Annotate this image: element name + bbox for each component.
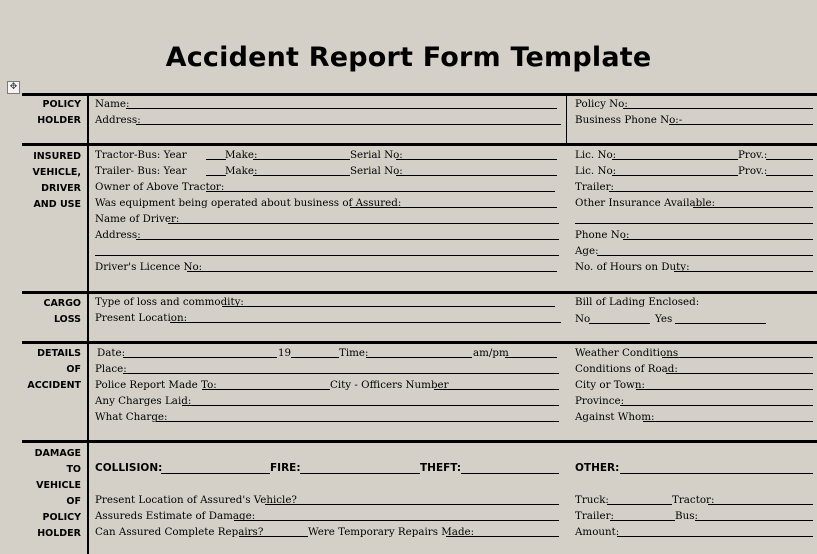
owner-field[interactable] [206,191,555,192]
charges-laid-field[interactable] [182,405,559,406]
label-line: DAMAGE [34,448,81,459]
section-divider [22,341,817,344]
other-insurance-field-2[interactable] [575,223,813,224]
owner-label: Owner of Above Tractor: [95,181,225,193]
what-charge-field[interactable] [156,421,559,422]
section-divider [22,93,817,96]
bus-label: Bus: [675,510,698,522]
vehicle-location-field[interactable] [265,504,559,505]
other-insurance-field[interactable] [693,207,813,208]
section-divider [22,291,817,294]
label-line: DETAILS [37,348,81,359]
yes-label: Yes [655,313,673,325]
label-line: VEHICLE, [32,167,81,178]
am-pm-field[interactable] [505,357,557,358]
no-label: No [575,313,591,325]
phone-no-label: Phone No: [575,229,630,241]
business-phone-field[interactable] [669,124,813,125]
tractor-serial-label: Serial No: [350,149,403,161]
amount-field[interactable] [617,536,813,537]
address-field[interactable] [136,124,561,125]
complete-repairs-label: Can Assured Complete Repairs? [95,526,264,538]
damage-trailer-label: Trailer: [575,510,615,522]
age-label: Age: [575,245,599,257]
driver-address-label: Address: [95,229,141,241]
lic-no-field[interactable] [612,159,738,160]
name-label: Name: [95,98,130,110]
fire-label: FIRE: [270,462,301,474]
licence-field[interactable] [187,271,557,272]
year-field[interactable] [291,357,339,358]
trailer-serial-field[interactable] [396,175,557,176]
label-line: CARGO [43,298,81,309]
theft-label: THEFT: [420,462,462,474]
road-field[interactable] [666,373,813,374]
equipment-field[interactable] [350,207,557,208]
trailer-field[interactable] [609,191,813,192]
fire-field[interactable] [300,473,420,474]
city-officers-field[interactable] [434,389,559,390]
bus-field[interactable] [695,520,813,521]
lic-no-field[interactable] [612,175,738,176]
theft-field[interactable] [461,473,559,474]
city-officers-label: City - Officers Number [330,379,449,391]
label-line: POLICY [42,99,81,110]
licence-label: Driver's Licence No: [95,261,203,273]
date-label: Date: [97,347,126,359]
label-line: HOLDER [37,115,81,126]
road-label: Conditions of Road: [575,363,678,375]
name-field[interactable] [126,108,557,109]
address-label: Address: [95,114,141,126]
tractor-serial-field[interactable] [396,159,557,160]
driver-name-field[interactable] [168,223,559,224]
hours-on-duty-label: No. of Hours on Duty: [575,261,690,273]
label-line: HOLDER [37,528,81,539]
amount-label: Amount: [575,526,620,538]
other-field[interactable] [620,473,813,474]
driver-name-label: Name of Driver: [95,213,180,225]
time-field[interactable] [366,357,472,358]
prov-label: Prov.: [738,165,768,177]
label-line: OF [66,496,81,507]
other-label: OTHER: [575,462,620,474]
label-line: LOSS [53,314,81,325]
place-label: Place: [95,363,127,375]
truck-label: Truck: [575,494,609,506]
trailer-serial-label: Serial No: [350,165,403,177]
section-label-details [22,346,81,394]
policy-no-field[interactable] [623,108,813,109]
label-line: AND USE [33,199,81,210]
section-label-policy-holder [22,97,81,129]
trailer-label: Trailer: [575,181,615,193]
prov-label: Prov.: [738,149,768,161]
complete-repairs-field[interactable] [239,536,308,537]
label-line: POLICY [42,512,81,523]
tractor-make-label: Make: [225,149,258,161]
truck-field[interactable] [607,504,672,505]
section-label-damage [22,446,81,542]
page-title: Accident Report Form Template [165,42,652,73]
trailer-make-field[interactable] [253,175,350,176]
lic-no-label: Lic. No: [575,165,617,177]
what-charge-label: What Charge: [95,411,168,423]
label-line: INSURED [33,151,81,162]
table-move-handle-icon[interactable]: ✥ [7,81,20,94]
place-field[interactable] [123,373,559,374]
no-field[interactable] [589,323,650,324]
lic-no-label: Lic. No: [575,149,617,161]
label-column-border [87,93,89,554]
bill-of-lading-label: Bill of Lading Enclosed: [575,296,700,308]
type-of-loss-field[interactable] [222,306,555,307]
police-report-field[interactable] [202,389,330,390]
section-label-cargo-loss [22,296,81,328]
equipment-label: Was equipment being operated about business of Assured: [95,197,402,209]
weather-field[interactable] [662,357,813,358]
trailer-bus-year-label: Trailer- Bus: Year [95,165,187,177]
tractor-make-field[interactable] [253,159,350,160]
business-phone-label: Business Phone No:- [575,114,683,126]
damage-trailer-field[interactable] [610,520,675,521]
trailer-make-label: Make: [225,165,258,177]
label-line: TO [66,464,81,475]
present-location-field[interactable] [170,322,561,323]
tractor-field[interactable] [708,504,813,505]
date-field[interactable] [123,357,277,358]
city-town-field[interactable] [636,389,813,390]
estimate-field[interactable] [234,520,559,521]
type-of-loss-label: Type of loss and commodity: [95,296,244,308]
yes-field[interactable] [675,323,766,324]
present-location-label: Present Location: [95,312,188,324]
time-label: Time: [339,347,369,359]
police-report-label: Police Report Made To: [95,379,217,391]
trailer-year-field[interactable] [206,175,226,176]
collision-field[interactable] [161,473,270,474]
label-line: VEHICLE [36,480,81,491]
against-whom-label: Against Whom: [575,411,655,423]
prov-field[interactable] [766,175,813,176]
driver-address-field-2[interactable] [95,255,559,256]
charges-laid-label: Any Charges Laid: [95,395,192,407]
column-divider [566,93,567,143]
temporary-repairs-label: Were Temporary Repairs Made: [308,526,475,538]
am-pm-label: am/pm [473,347,509,359]
age-field[interactable] [597,255,813,256]
other-insurance-label: Other Insurance Available: [575,197,716,209]
temporary-repairs-field[interactable] [446,536,559,537]
tractor-year-field[interactable] [206,159,226,160]
policy-no-label: Policy No: [575,98,628,110]
label-line: OF [66,364,81,375]
estimate-label: Assureds Estimate of Damage: [95,510,256,522]
section-divider [22,143,817,146]
vehicle-location-label: Present Location of Assured's Vehicle? [95,494,297,506]
collision-label: COLLISION: [95,462,163,474]
city-town-label: City or Town: [575,379,645,391]
year-prefix: 19 [278,347,292,359]
province-field[interactable] [620,405,813,406]
section-divider [22,440,817,443]
tractor-bus-year-label: Tractor-Bus: Year [95,149,187,161]
against-whom-field[interactable] [643,421,813,422]
prov-field[interactable] [766,159,813,160]
label-line: ACCIDENT [27,380,81,391]
province-label: Province: [575,395,625,407]
tractor-label: Tractor: [672,494,715,506]
weather-label: Weather Conditions [575,347,679,359]
hours-on-duty-field[interactable] [674,271,813,272]
driver-address-field[interactable] [136,239,559,240]
label-line: DRIVER [41,183,81,194]
phone-no-field[interactable] [623,239,813,240]
section-label-insured-vehicle [22,149,81,213]
